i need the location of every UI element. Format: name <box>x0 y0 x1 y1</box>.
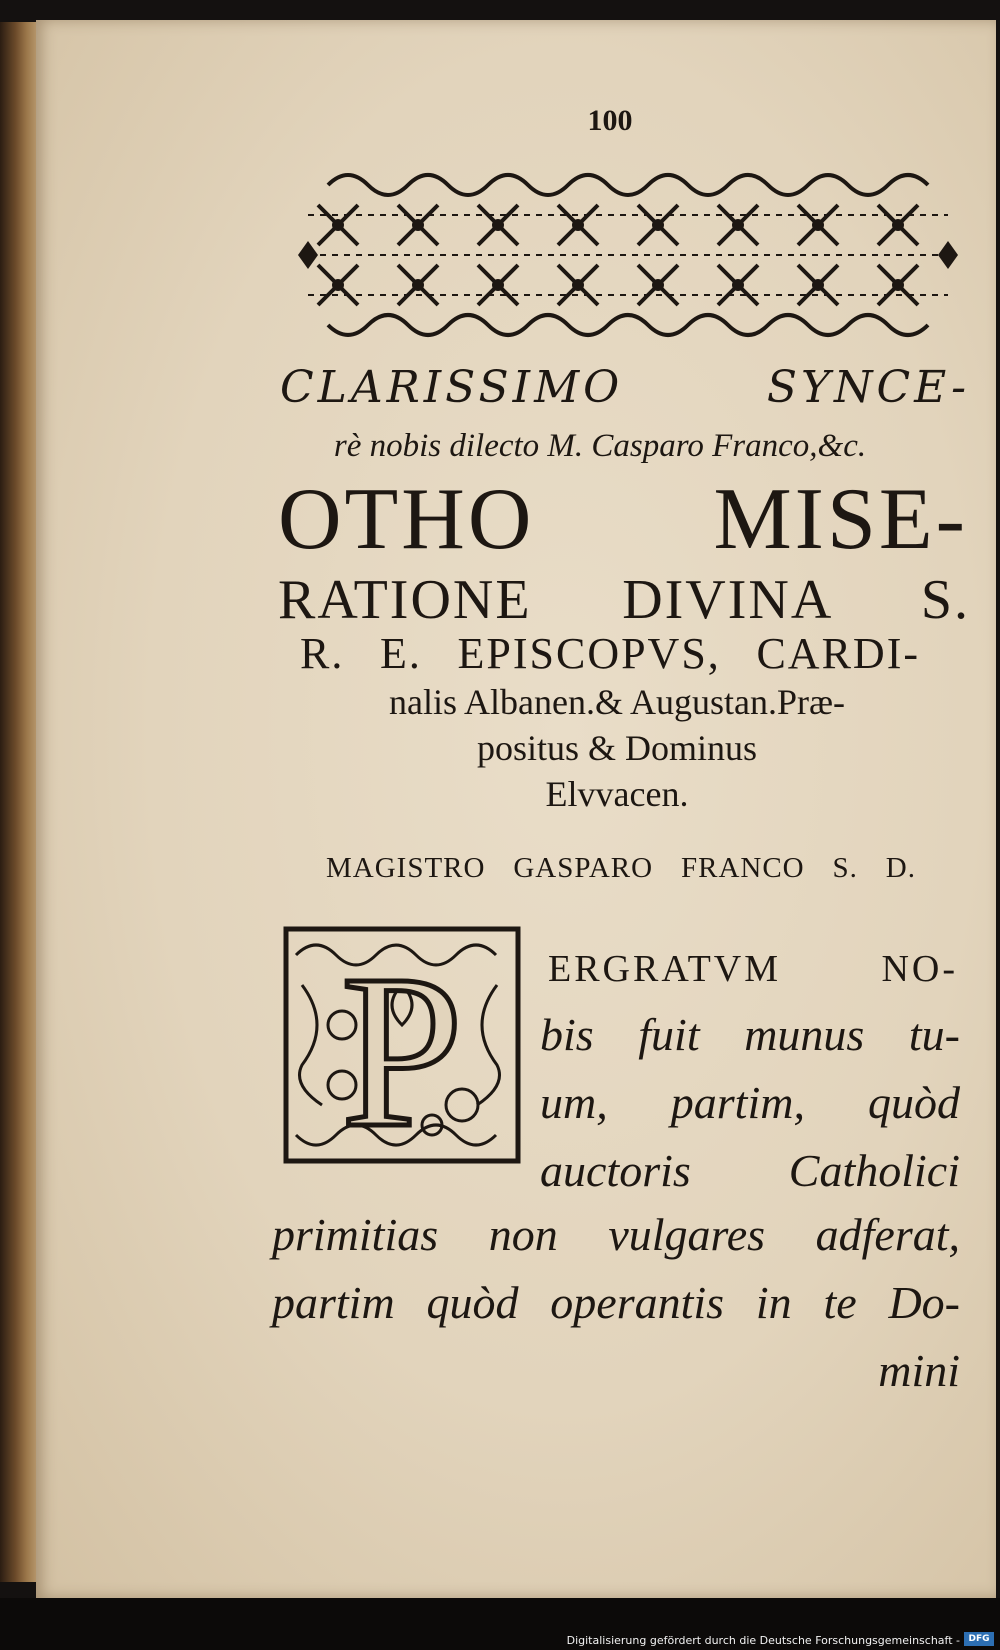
footer-credit: Digitalisierung gefördert durch die Deutsche Forschungsgemeinschaft - <box>566 1634 960 1647</box>
title-line-4: nalis Albanen.& Augustan.Præ- <box>389 682 845 722</box>
body-line-1: ERGRATVM NO- <box>548 948 958 990</box>
title-line-1: OTHO MISE- <box>278 471 968 568</box>
body-line-2: bis fuit munus tu- <box>540 1009 960 1060</box>
decorated-initial-p-icon <box>282 925 522 1165</box>
title-line-3: R. E. EPISCOPVS, CARDI- <box>300 629 920 678</box>
page-number: 100 <box>587 104 633 137</box>
body-line-6: partim quòd operantis in te Do- <box>272 1277 960 1328</box>
title-line-6: Elvvacen. <box>545 774 689 814</box>
title-line-5: positus & Dominus <box>476 728 758 768</box>
initial-letter: P <box>340 929 464 1165</box>
body-line-4: auctoris Catholici <box>540 1145 960 1196</box>
body-line-3: um, partim, quòd <box>540 1077 960 1128</box>
title-line-2: RATIONE DIVINA S. <box>278 569 970 631</box>
dedication-subheading: rè nobis dilecto M. Casparo Franco,&c. <box>333 428 867 464</box>
ornament-band-icon <box>298 155 958 355</box>
address-line: MAGISTRO GASPARO FRANCO S. D. <box>326 852 916 884</box>
catchword: mini <box>878 1345 960 1396</box>
dedication-heading: CLARISSIMO SYNCE- <box>280 362 970 413</box>
dfg-logo-icon[interactable]: DFG <box>964 1632 994 1646</box>
body-line-5: primitias non vulgares adferat, <box>272 1209 960 1260</box>
